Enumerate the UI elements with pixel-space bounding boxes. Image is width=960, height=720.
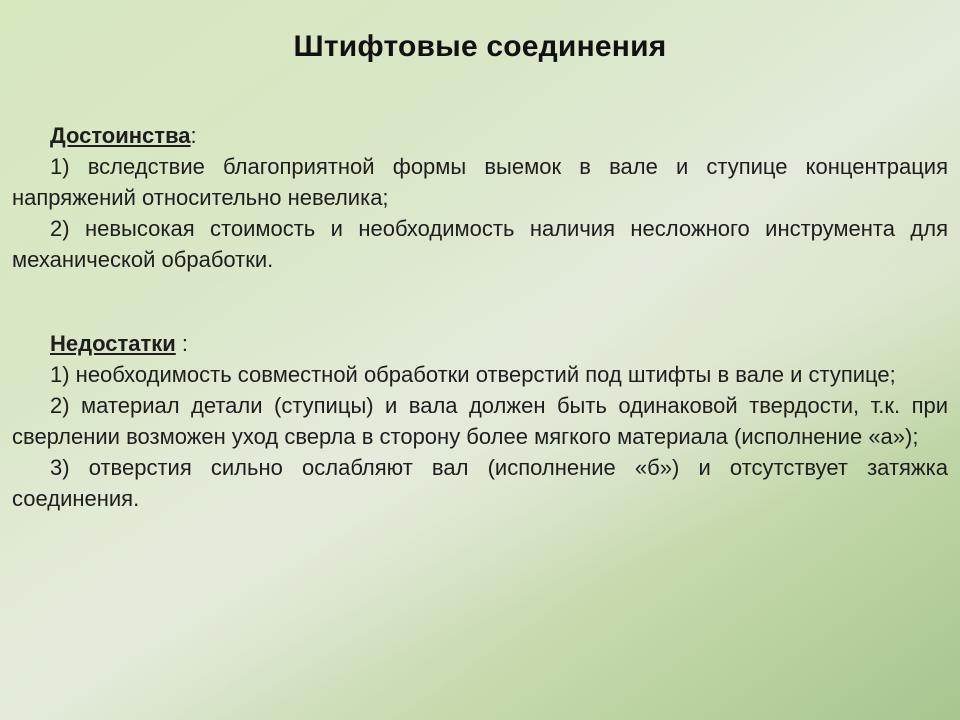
advantage-item-1: 1) вследствие благоприятной формы выемок в вале и ступице концентрация напряжений относительно невелика; — [12, 154, 948, 210]
disadvantage-item-2: 2) материал детали (ступицы) и вала должен быть одинаковой твердости, т.к. при сверлении возможен уход сверла в сторону более мягкого материала (исполнение «а»); — [12, 393, 948, 449]
advantages-heading — [12, 120, 948, 151]
disadvantage-item-1: 1) необходимость совместной обработки отверстий под штифты в вале и ступице; — [50, 362, 896, 387]
slide-title: Штифтовые соединения — [293, 30, 667, 63]
disadvantages-heading-text: Недостатки — [50, 331, 176, 356]
advantages-heading-text: Достоинства — [50, 123, 191, 148]
advantage-item-2: 2) невысокая стоимость и необходимость наличия несложного инструмента для механической обработки. — [12, 216, 948, 272]
advantages-section — [12, 120, 948, 275]
disadvantages-section — [12, 328, 948, 514]
advantages-heading-colon: : — [190, 123, 197, 148]
disadvantages-heading-colon: : — [175, 331, 189, 356]
disadvantage-item-3: 3) отверстия сильно ослабляют вал (исполнение «б») и отсутствует затяжка соединения. — [12, 455, 948, 511]
disadvantages-heading — [12, 328, 948, 359]
